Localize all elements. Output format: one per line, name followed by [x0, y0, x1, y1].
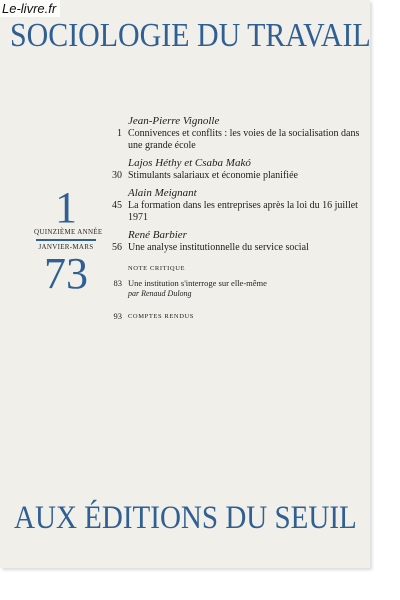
- toc-article-title: Une institution s'interroge sur elle-même: [128, 278, 267, 288]
- toc-entry: [100, 311, 360, 322]
- issue-year: 73: [44, 249, 88, 298]
- issue-period: JANVIER-MARS: [38, 243, 94, 251]
- toc-author: Alain Meignant: [128, 187, 197, 199]
- issue-divider: [36, 239, 96, 241]
- watermark-label: Le-livre.fr: [0, 0, 60, 17]
- toc-author: Jean-Pierre Vignolle: [128, 115, 220, 127]
- toc-article-title: Stimulants salariaux et économie planifiée: [128, 170, 298, 181]
- issue-year-label: QUINZIÈME ANNÉE: [34, 228, 103, 236]
- comptes-rendus-heading: COMPTES RENDUS: [128, 313, 195, 320]
- toc-entry: [100, 187, 360, 224]
- toc-page-number: 56: [112, 242, 122, 253]
- issue-block: [34, 183, 103, 298]
- note-critique-heading: NOTE CRITIQUE: [128, 265, 186, 272]
- toc-article-title: La formation dans les entreprises après la loi du 16 juillet 1971: [128, 200, 358, 223]
- toc-page-number: 30: [112, 170, 122, 181]
- toc-byline: par Renaud Dulong: [128, 289, 192, 298]
- toc-article-title: Connivences et conflits : les voies de la socialisation dans une grande école: [128, 128, 360, 151]
- toc-page-number: 83: [113, 278, 122, 288]
- toc-entry: [100, 278, 360, 299]
- toc-entry: [100, 229, 360, 254]
- toc-entry: [100, 115, 360, 152]
- toc-author: Lajos Héthy et Csaba Makó: [128, 157, 251, 169]
- toc-page-number: 93: [113, 311, 122, 321]
- publisher-name: AUX ÉDITIONS DU SEUIL: [14, 500, 357, 536]
- issue-number: 1: [55, 183, 77, 232]
- toc-article-title: Une analyse institutionnelle du service social: [128, 242, 309, 253]
- toc-page-number: 1: [117, 128, 122, 139]
- table-of-contents: [100, 115, 360, 327]
- toc-page-number: 45: [112, 200, 122, 211]
- toc-entry: [100, 157, 360, 182]
- toc-author: René Barbier: [128, 229, 187, 241]
- journal-title: SOCIOLOGIE DU TRAVAIL: [10, 17, 371, 54]
